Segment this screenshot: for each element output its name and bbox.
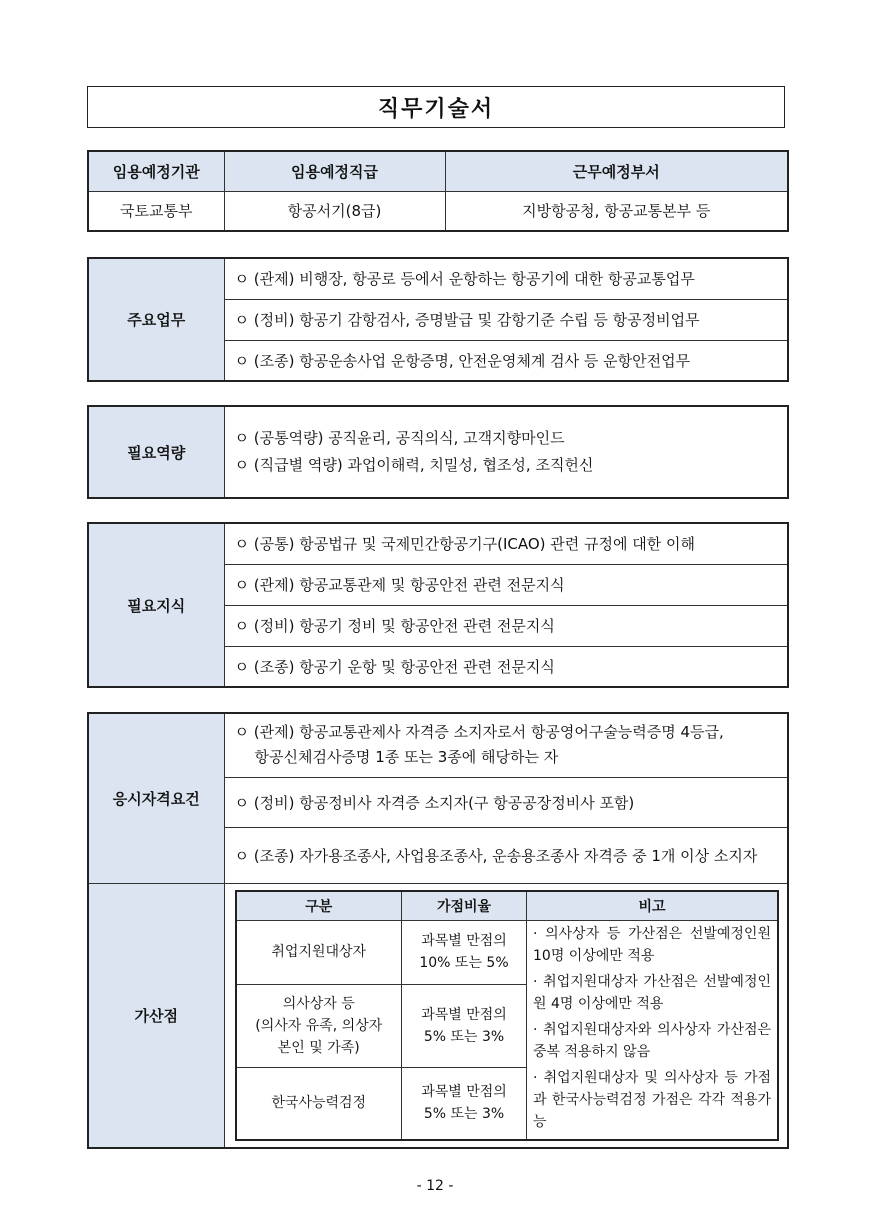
header-table — [87, 150, 789, 232]
knowledge-table — [87, 522, 789, 688]
bonus-note: · 취업지원대상자 및 의사상자 등 가점과 한국사능력검정 가점은 각각 적용가능 — [533, 1069, 771, 1130]
bonus-category-line: 본인 및 가족) — [277, 1039, 360, 1056]
bonus-category: 한국사능력검정 — [236, 1067, 402, 1140]
qualification-item — [224, 713, 788, 777]
knowledge-item: ㅇ (공통) 항공법규 및 국제민간항공기구(ICAO) 관련 규정에 대한 이해 — [224, 523, 788, 564]
page-number: - 12 - — [416, 1178, 454, 1194]
competency-item: ㅇ (공통역량) 공직윤리, 공직의식, 고객지향마인드 — [234, 429, 565, 447]
agency-value: 국토교통부 — [88, 191, 224, 231]
bonus-rate-line: 과목별 만점의 — [421, 933, 507, 950]
knowledge-item: ㅇ (관제) 항공교통관제 및 항공안전 관련 전문지식 — [224, 564, 788, 605]
bonus-cell — [224, 883, 788, 1148]
bonus-col-category: 구분 — [236, 891, 402, 921]
header-col-department: 근무예정부서 — [445, 151, 788, 191]
main-duties-label: 주요업무 — [88, 258, 224, 381]
qualification-item: ㅇ (정비) 항공정비사 자격증 소지자(구 항공공장정비사 포함) — [224, 777, 788, 827]
header-col-rank: 임용예정직급 — [224, 151, 445, 191]
department-value: 지방항공청, 항공교통본부 등 — [445, 191, 788, 231]
bonus-table — [235, 890, 780, 1141]
document-title-box — [87, 86, 785, 128]
bonus-notes — [527, 920, 779, 1140]
bonus-category: 취업지원대상자 — [236, 920, 402, 984]
bonus-rate — [402, 984, 527, 1067]
qualification-item-line: 항공신체검사증명 1종 또는 3종에 해당하는 자 — [254, 748, 559, 767]
main-duty-item: ㅇ (정비) 항공기 감항검사, 증명발급 및 감항기준 수립 등 항공정비업무 — [224, 299, 788, 340]
knowledge-item: ㅇ (조종) 항공기 운항 및 항공안전 관련 전문지식 — [224, 646, 788, 687]
header-col-agency: 임용예정기관 — [88, 151, 224, 191]
bonus-note: · 취업지원대상자와 의사상자 가산점은 중복 적용하지 않음 — [533, 1021, 771, 1060]
bonus-category — [236, 984, 402, 1067]
qualification-item-line: ㅇ (관제) 항공교통관제사 자격증 소지자로서 항공영어구술능력증명 4등급, — [234, 723, 724, 742]
qualifications-label: 응시자격요건 — [88, 713, 224, 883]
bonus-category-line: (의사자 유족, 의상자 — [255, 1017, 383, 1034]
document-title: 직무기술서 — [377, 96, 495, 122]
main-duty-item: ㅇ (조종) 항공운송사업 운항증명, 안전운영체계 검사 등 운항안전업무 — [224, 340, 788, 381]
main-duty-item: ㅇ (관제) 비행장, 항공로 등에서 운항하는 항공기에 대한 항공교통업무 — [224, 258, 788, 299]
bonus-col-remarks: 비고 — [527, 891, 779, 921]
bonus-rate — [402, 1067, 527, 1140]
bonus-rate-line: 과목별 만점의 — [421, 1084, 507, 1100]
bonus-rate-line: 과목별 만점의 — [421, 1006, 507, 1023]
knowledge-label: 필요지식 — [88, 523, 224, 687]
bonus-note: · 취업지원대상자 가산점은 선발예정인원 4명 이상에만 적용 — [533, 973, 771, 1012]
competencies-table — [87, 405, 789, 499]
rank-value: 항공서기(8급) — [224, 191, 445, 231]
bonus-rate-line: 5% 또는 3% — [423, 1106, 505, 1122]
bonus-note: · 의사상자 등 가산점은 선발예정인원 10명 이상에만 적용 — [533, 925, 771, 964]
qualification-item: ㅇ (조종) 자가용조종사, 사업용조종사, 운송용조종사 자격증 중 1개 이상 소지자 — [224, 827, 788, 883]
bonus-rate — [402, 920, 527, 984]
knowledge-item: ㅇ (정비) 항공기 정비 및 항공안전 관련 전문지식 — [224, 605, 788, 646]
bonus-label: 가산점 — [88, 883, 224, 1148]
competencies-cell — [224, 406, 788, 498]
competencies-label: 필요역량 — [88, 406, 224, 498]
bonus-category-line: 의사상자 등 — [282, 995, 355, 1012]
main-duties-table — [87, 257, 789, 382]
bonus-rate-line: 5% 또는 3% — [423, 1028, 505, 1045]
competency-item: ㅇ (직급별 역량) 과업이해력, 치밀성, 협조성, 조직헌신 — [234, 456, 594, 474]
bonus-col-rate: 가점비율 — [402, 891, 527, 921]
bonus-rate-line: 10% 또는 5% — [419, 955, 509, 972]
qualifications-table — [87, 712, 789, 1149]
